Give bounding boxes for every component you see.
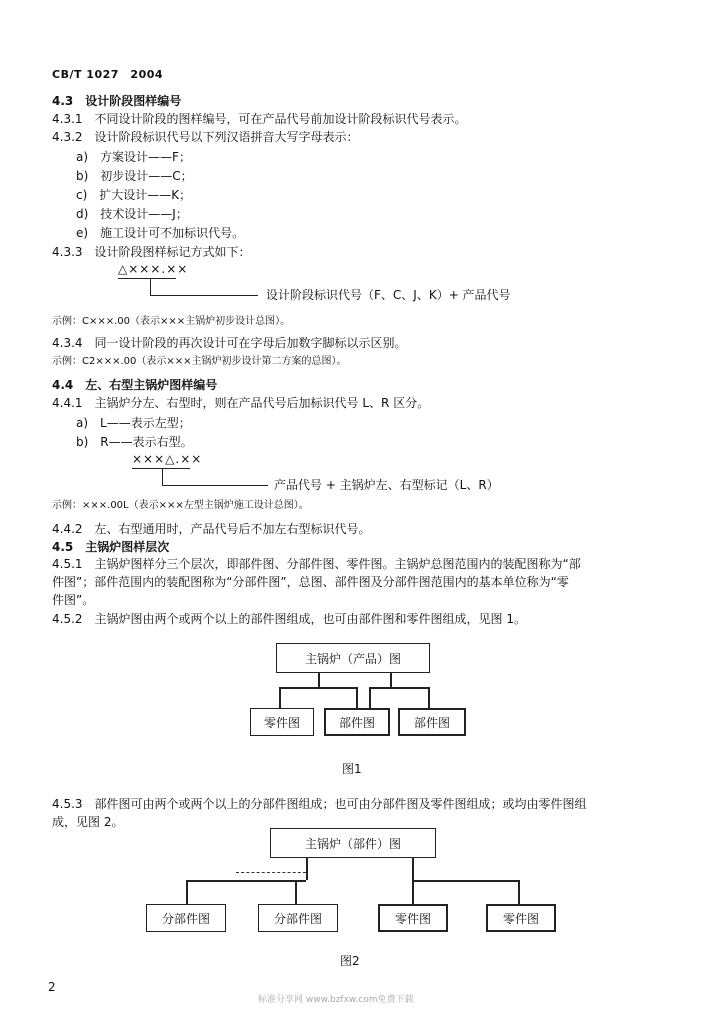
code-underline-2 [132,468,190,469]
figure-1-connector [428,687,430,708]
code-underline-1 [118,278,176,279]
figure-2-connector [412,880,414,904]
figure-1-connector [318,673,320,687]
page-number: 2 [48,980,56,994]
figure-1-connector [356,687,358,708]
list-item-a: a) 方案设计——F； [76,150,191,164]
section-4-5-3-line-2: 成，见图 2。 [52,815,124,829]
figure-1-root-box: 主锅炉（产品）图 [276,643,430,673]
section-4-3-4: 4.3.4 同一设计阶段的再次设计可在字母后加数字脚标以示区别。 [52,336,407,350]
figure-1-connector [279,687,357,689]
list-item-left: a) L——表示左型； [76,416,191,430]
list-item-e: e) 施工设计可不加标识代号。 [76,226,245,240]
example-1: 示例：C×××.00（表示×××主锅炉初步设计总图）。 [52,316,291,327]
section-4-5-3-line-1: 4.5.3 部件图可由两个或两个以上的分部件图组成；也可由分部件图及零件图组成；或均由零件图组 [52,797,587,811]
code-leader-vertical-2 [162,469,163,486]
figure-2-connector [186,880,188,904]
figure-2-subcomponent-box: 分部件图 [258,904,338,932]
figure-1-connector [369,687,429,689]
section-4-4-2: 4.4.2 左、右型通用时，产品代号后不加左右型标识代号。 [52,522,371,536]
code-leader-horizontal-2 [162,485,268,486]
watermark-text: 标准分享网 www.bzfxw.com免费下载 [258,995,414,1005]
list-item-right: b) R——表示右型。 [76,435,193,449]
section-4-5-1-line-2: 件图”；部件范围内的装配图称为“分部件图”，总图、部件图及分部件图范围内的基本单位称为“零 [52,575,569,589]
figure-2-connector [295,880,297,904]
figure-1-connector [369,687,371,708]
code-leader-vertical-1 [150,279,151,296]
section-4-3-2: 4.3.2 设计阶段标识代号以下列汉语拼音大写字母表示： [52,130,359,144]
figure-2-caption: 图2 [340,954,360,968]
figure-2-part-box: 零件图 [486,904,556,932]
example-3: 示例：×××.00L（表示×××左型主锅炉施工设计总图）。 [52,500,309,511]
section-4-4-title: 4.4 左、右型主锅炉图样编号 [52,378,218,392]
figure-2-connector [518,880,520,904]
figure-2-subcomponent-box: 分部件图 [146,904,226,932]
code-format-2: ×××△.×× [132,452,203,466]
figure-1-part-box: 零件图 [250,708,314,736]
code-format-1: △×××.×× [118,262,189,276]
figure-1-connector [390,673,392,687]
code-description-1: 设计阶段标识代号（F、C、J、K）+ 产品代号 [266,288,511,302]
section-4-5-2: 4.5.2 主锅炉图由两个或两个以上的部件图组成，也可由部件图和零件图组成，见图 1。 [52,612,526,626]
section-4-4-1: 4.4.1 主锅炉分左、右型时，则在产品代号后加标识代号 L、R 区分。 [52,396,430,410]
list-item-d: d) 技术设计——J； [76,207,188,221]
figure-2-connector [186,880,306,882]
figure-1-caption: 图1 [342,762,362,776]
list-item-b: b) 初步设计——C； [76,169,193,183]
list-item-c: c) 扩大设计——K； [76,188,192,202]
standard-number: CB/T 1027 2004 [52,68,164,81]
figure-2-connector [306,858,308,880]
figure-2-dashed-line [236,872,306,873]
figure-2-part-box: 零件图 [378,904,448,932]
section-4-5-1-line-3: 件图”。 [52,593,95,607]
figure-2-connector [412,880,518,882]
section-4-3-title: 4.3 设计阶段图样编号 [52,94,182,108]
figure-1-component-box: 部件图 [324,708,390,736]
code-description-2: 产品代号 + 主锅炉左、右型标记（L、R） [274,478,499,492]
code-leader-horizontal-1 [150,295,258,296]
section-4-5-title: 4.5 主锅炉图样层次 [52,540,170,554]
figure-2-root-box: 主锅炉（部件）图 [270,828,436,858]
example-2: 示例：C2×××.00（表示×××主锅炉初步设计第二方案的总图）。 [52,356,347,367]
figure-1-component-box: 部件图 [398,708,466,736]
section-4-3-1: 4.3.1 不同设计阶段的图样编号，可在产品代号前加设计阶段标识代号表示。 [52,112,467,126]
section-4-3-3: 4.3.3 设计阶段图样标记方式如下： [52,245,251,259]
figure-2-connector [412,858,414,880]
figure-1-connector [279,687,281,708]
section-4-5-1-line-1: 4.5.1 主锅炉图样分三个层次，即部件图、分部件图、零件图。主锅炉总图范围内的装配图称为“部 [52,557,581,571]
